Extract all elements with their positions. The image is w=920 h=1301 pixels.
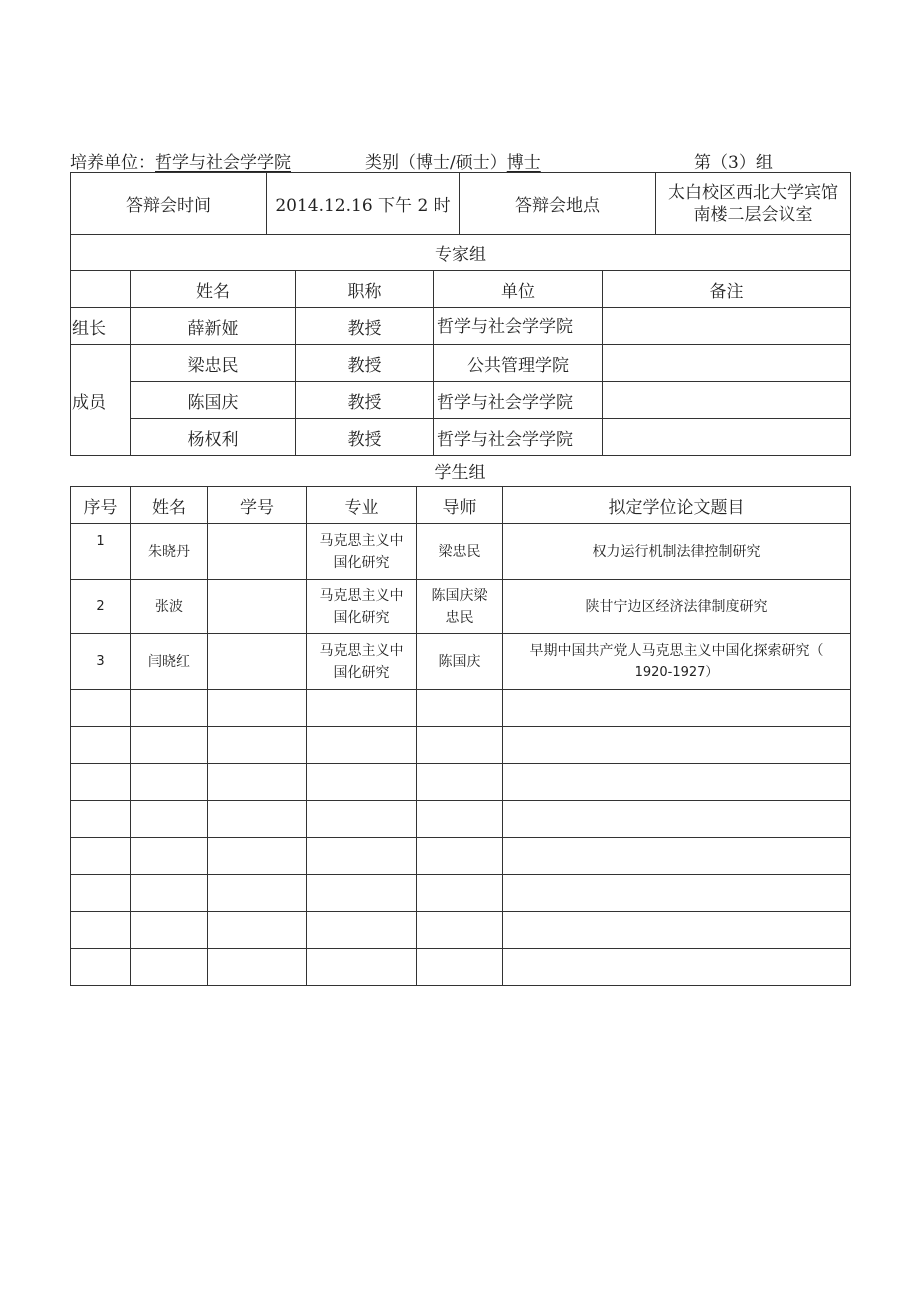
members-label: 成员 xyxy=(71,345,131,456)
expert-unit: 哲学与社会学学院 xyxy=(434,419,603,456)
empty-row xyxy=(71,764,851,801)
empty-cell xyxy=(503,764,851,801)
empty-row xyxy=(71,949,851,986)
expert-row xyxy=(71,308,851,345)
time-label: 答辩会时间 xyxy=(71,173,267,235)
empty-cell xyxy=(208,838,307,875)
empty-cell xyxy=(417,764,503,801)
time-value: 2014.12.16 下午 2 时 xyxy=(267,173,460,235)
empty-cell xyxy=(71,949,131,986)
unit-label: 培养单位： xyxy=(70,153,155,173)
empty-cell xyxy=(131,801,208,838)
empty-cell xyxy=(503,801,851,838)
student-row xyxy=(71,634,851,690)
expert-group-table xyxy=(70,234,851,456)
student-topic xyxy=(503,634,851,690)
empty-cell xyxy=(208,949,307,986)
student-advisor xyxy=(417,634,503,690)
student-header-advisor: 导师 xyxy=(417,487,503,524)
student-advisor-line1: 陈国庆 xyxy=(438,653,481,670)
expert-header-unit: 单位 xyxy=(434,271,603,308)
empty-cell xyxy=(208,727,307,764)
student-major xyxy=(307,580,417,634)
empty-cell xyxy=(71,801,131,838)
student-topic xyxy=(503,524,851,580)
empty-cell xyxy=(417,912,503,949)
student-row xyxy=(71,580,851,634)
student-no: 2 xyxy=(71,580,131,634)
expert-unit: 哲学与社会学学院 xyxy=(434,382,603,419)
student-id xyxy=(208,524,307,580)
empty-row xyxy=(71,875,851,912)
student-topic xyxy=(503,580,851,634)
student-header-major: 专业 xyxy=(307,487,417,524)
expert-note xyxy=(603,345,851,382)
empty-cell xyxy=(307,838,417,875)
empty-cell xyxy=(71,727,131,764)
empty-cell xyxy=(131,764,208,801)
student-advisor-line1: 陈国庆梁 xyxy=(431,587,488,604)
expert-unit: 哲学与社会学学院 xyxy=(434,308,603,345)
empty-cell xyxy=(131,912,208,949)
expert-note xyxy=(603,382,851,419)
place-value-line1: 太白校区西北大学宾馆 xyxy=(668,182,838,203)
empty-cell xyxy=(503,727,851,764)
empty-cell xyxy=(208,801,307,838)
student-no: 1 xyxy=(71,524,131,580)
empty-cell xyxy=(417,690,503,727)
expert-name: 杨权利 xyxy=(131,419,296,456)
empty-cell xyxy=(417,801,503,838)
unit-value: 哲学与社会学学院 xyxy=(155,153,291,173)
expert-header-blank xyxy=(71,271,131,308)
expert-note xyxy=(603,308,851,345)
empty-cell xyxy=(208,875,307,912)
expert-row xyxy=(71,382,851,419)
student-no: 3 xyxy=(71,634,131,690)
empty-cell xyxy=(131,875,208,912)
expert-header-title: 职称 xyxy=(296,271,434,308)
student-name: 朱晓丹 xyxy=(131,524,208,580)
empty-cell xyxy=(208,912,307,949)
student-row xyxy=(71,524,851,580)
expert-name: 梁忠民 xyxy=(131,345,296,382)
empty-cell xyxy=(307,764,417,801)
category-line xyxy=(365,148,541,173)
empty-cell xyxy=(417,727,503,764)
empty-row xyxy=(71,690,851,727)
empty-row xyxy=(71,801,851,838)
place-label: 答辩会地点 xyxy=(460,173,656,235)
student-id xyxy=(208,634,307,690)
expert-header-name: 姓名 xyxy=(131,271,296,308)
student-major xyxy=(307,634,417,690)
expert-title: 教授 xyxy=(296,419,434,456)
expert-note xyxy=(603,419,851,456)
empty-cell xyxy=(307,801,417,838)
category-label: 类别（博士/硕士） xyxy=(365,153,507,173)
student-advisor-line1: 梁忠民 xyxy=(438,543,481,560)
student-topic-line2: 1920-1927） xyxy=(634,664,719,680)
empty-cell xyxy=(71,912,131,949)
student-major-line1: 马克思主义中 xyxy=(319,642,404,659)
student-name: 闫晓红 xyxy=(131,634,208,690)
empty-cell xyxy=(503,875,851,912)
place-value-line2: 南楼二层会议室 xyxy=(693,204,813,225)
group-number: 第（3）组 xyxy=(694,153,773,173)
student-group-table xyxy=(70,486,851,986)
empty-cell xyxy=(417,875,503,912)
empty-cell xyxy=(71,764,131,801)
expert-title: 教授 xyxy=(296,345,434,382)
empty-cell xyxy=(307,690,417,727)
expert-header-note: 备注 xyxy=(603,271,851,308)
student-advisor xyxy=(417,524,503,580)
empty-cell xyxy=(307,949,417,986)
empty-cell xyxy=(71,875,131,912)
empty-cell xyxy=(208,690,307,727)
empty-cell xyxy=(503,838,851,875)
empty-cell xyxy=(417,838,503,875)
empty-cell xyxy=(307,875,417,912)
expert-row xyxy=(71,419,851,456)
student-header-name: 姓名 xyxy=(131,487,208,524)
student-topic-line1: 早期中国共产党人马克思主义中国化探索研究（ xyxy=(529,642,824,659)
empty-row xyxy=(71,838,851,875)
expert-unit: 公共管理学院 xyxy=(434,345,603,382)
expert-section-title: 专家组 xyxy=(71,235,851,271)
empty-cell xyxy=(131,690,208,727)
student-id xyxy=(208,580,307,634)
student-major xyxy=(307,524,417,580)
empty-cell xyxy=(131,838,208,875)
student-major-line1: 马克思主义中 xyxy=(319,532,404,549)
empty-row xyxy=(71,727,851,764)
student-topic-line1: 权力运行机制法律控制研究 xyxy=(592,543,761,560)
student-major-line1: 马克思主义中 xyxy=(319,587,404,604)
empty-cell xyxy=(71,838,131,875)
empty-row xyxy=(71,912,851,949)
student-topic-line1: 陕甘宁边区经济法律制度研究 xyxy=(585,598,768,615)
expert-name: 薛新娅 xyxy=(131,308,296,345)
empty-cell xyxy=(208,764,307,801)
student-header-id: 学号 xyxy=(208,487,307,524)
student-header-topic: 拟定学位论文题目 xyxy=(503,487,851,524)
student-name: 张波 xyxy=(131,580,208,634)
student-major-line2: 国化研究 xyxy=(333,664,390,681)
empty-cell xyxy=(503,949,851,986)
empty-cell xyxy=(417,949,503,986)
empty-cell xyxy=(503,912,851,949)
empty-cell xyxy=(131,949,208,986)
student-header-no: 序号 xyxy=(71,487,131,524)
student-advisor-line2: 忠民 xyxy=(445,609,474,626)
student-advisor xyxy=(417,580,503,634)
empty-cell xyxy=(307,727,417,764)
expert-name: 陈国庆 xyxy=(131,382,296,419)
empty-cell xyxy=(307,912,417,949)
expert-row xyxy=(71,345,851,382)
empty-cell xyxy=(131,727,208,764)
defense-info-table xyxy=(70,172,851,235)
leader-label: 组长 xyxy=(71,308,131,345)
expert-title: 教授 xyxy=(296,308,434,345)
empty-cell xyxy=(71,690,131,727)
student-major-line2: 国化研究 xyxy=(333,609,390,626)
expert-title: 教授 xyxy=(296,382,434,419)
student-major-line2: 国化研究 xyxy=(333,554,390,571)
empty-cell xyxy=(503,690,851,727)
place-value xyxy=(656,173,851,235)
category-value: 博士 xyxy=(506,153,541,173)
unit-line xyxy=(70,148,291,173)
student-section-title: 学生组 xyxy=(434,463,486,483)
